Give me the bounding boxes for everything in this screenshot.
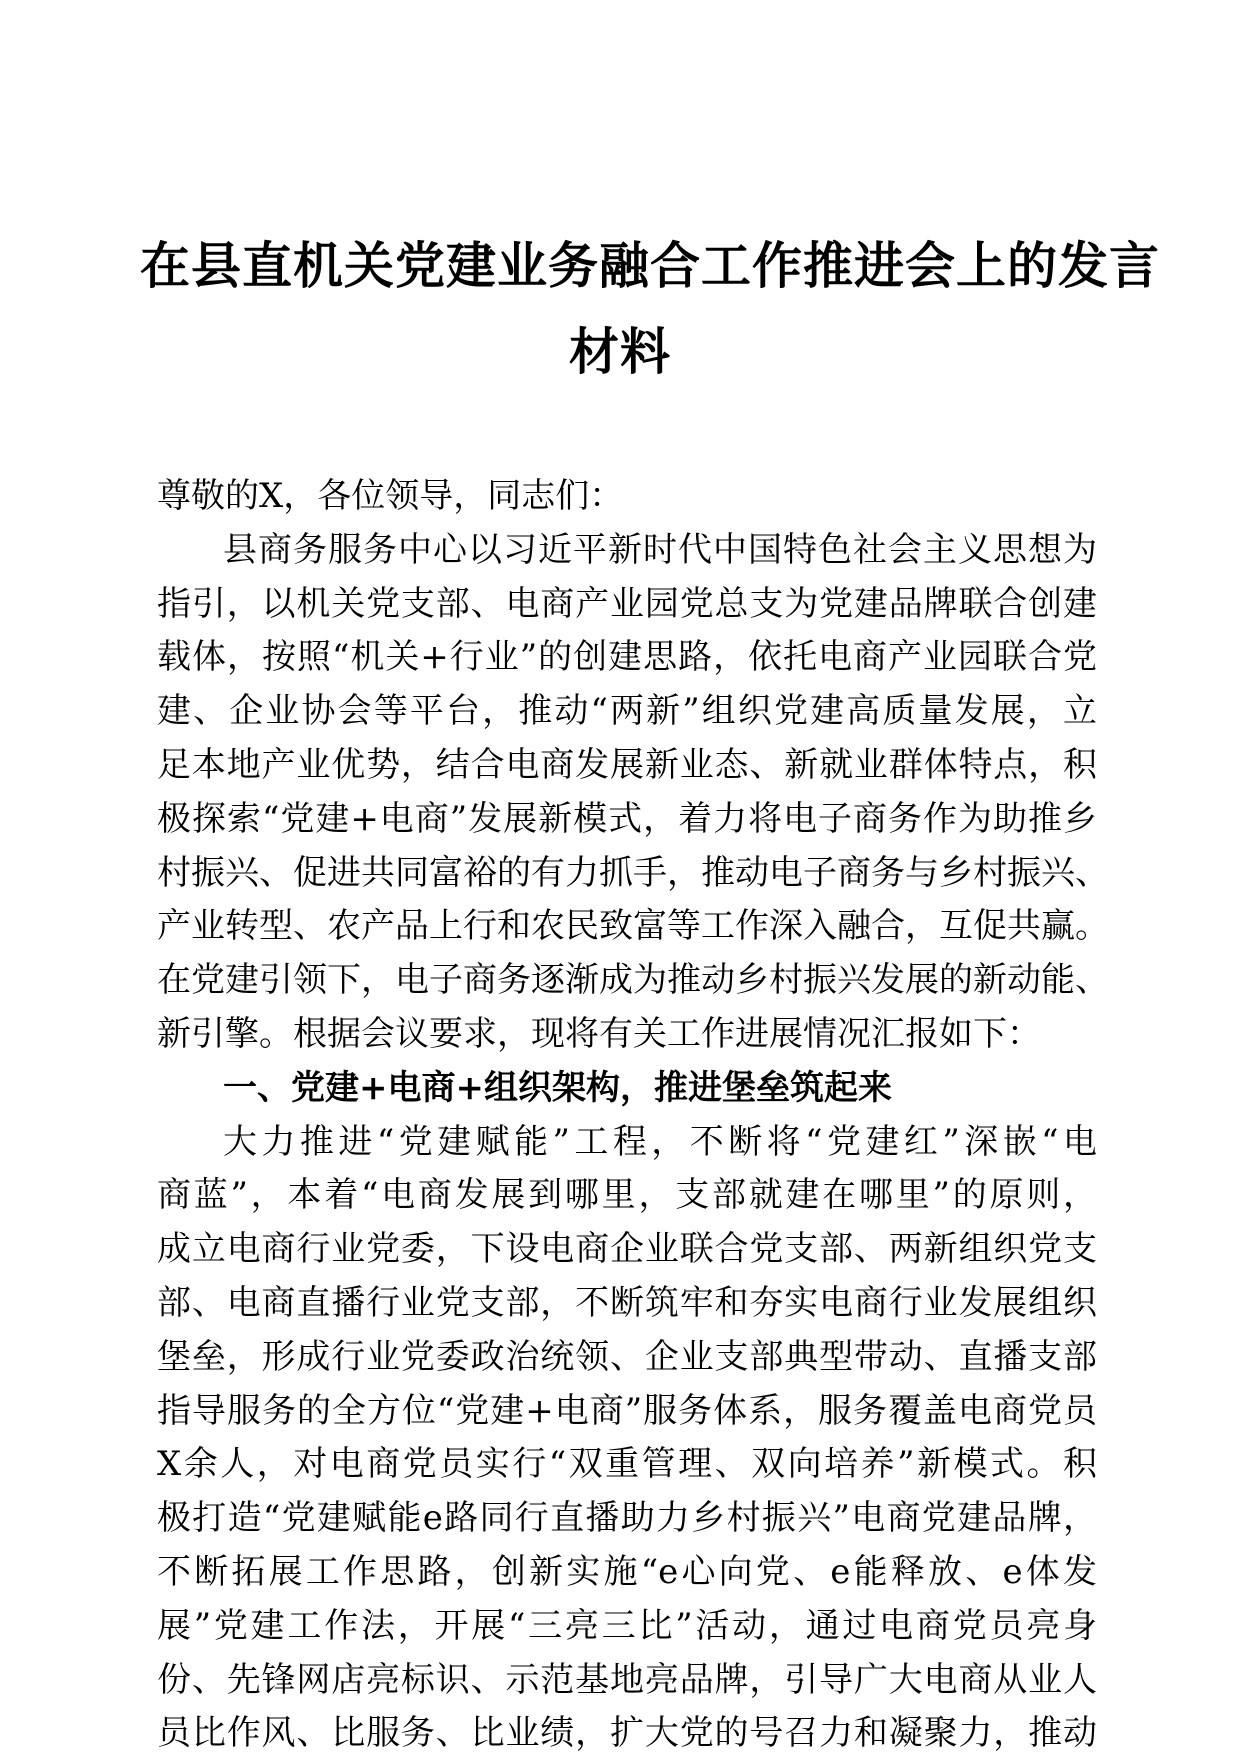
paragraph-2-line: 堡垒，形成行业党委政治统领、企业支部典型带动、直播支部	[157, 1336, 1097, 1377]
paragraph-2-line: 部、电商直播行业党支部，不断筑牢和夯实电商行业发展组织	[157, 1282, 1097, 1323]
paragraph-2-line: 极打造“党建赋能e路同行直播助力乡村振兴”电商党建品牌，	[157, 1498, 1097, 1539]
paragraph-1-line: 县商务服务中心以习近平新时代中国特色社会主义思想为	[223, 529, 1097, 570]
paragraph-2-line: 指导服务的全方位“党建+电商”服务体系，服务覆盖电商党员	[157, 1390, 1097, 1431]
document-body	[157, 470, 1109, 1761]
paragraph-1-line: 新引擎。根据会议要求，现将有关工作进展情况汇报如下：	[157, 1013, 1041, 1054]
paragraph-2-line: 展”党建工作法，开展“三亮三比”活动，通过电商党员亮身	[157, 1605, 1097, 1646]
paragraph-1-line: 指引，以机关党支部、电商产业园党总支为党建品牌联合创建	[157, 583, 1097, 624]
paragraph-1-line: 产业转型、农产品上行和农民致富等工作深入融合，互促共赢。	[157, 906, 1109, 947]
paragraph-1-line: 建、企业协会等平台，推动“两新”组织党建高质量发展，立	[157, 691, 1097, 732]
document-title-line-2: 材料	[569, 322, 671, 381]
salutation: 尊敬的X，各位领导，同志们：	[157, 476, 624, 516]
paragraph-1-line: 极探索“党建+电商”发展新模式，着力将电子商务作为助推乡	[157, 798, 1097, 839]
paragraph-2-line: X余人，对电商党员实行“双重管理、双向培养”新模式。积	[157, 1444, 1097, 1485]
paragraph-2-line: 份、先锋网店亮标识、示范基地亮品牌，引导广大电商从业人	[157, 1659, 1097, 1700]
section-heading-1: 一、党建+电商+组织架构，推进堡垒筑起来	[223, 1067, 892, 1108]
paragraph-2-line: 成立电商行业党委，下设电商企业联合党支部、两新组织党支	[157, 1229, 1097, 1270]
paragraph-2-line: 大力推进“党建赋能”工程，不断将“党建红”深嵌“电	[223, 1121, 1097, 1162]
paragraph-1-line: 在党建引领下，电子商务逐渐成为推动乡村振兴发展的新动能、	[157, 960, 1109, 1001]
paragraph-1-line: 载体，按照“机关+行业”的创建思路，依托电商产业园联合党	[157, 637, 1097, 678]
paragraph-2-line: 员比作风、比服务、比业绩，扩大党的号召力和凝聚力，推动	[157, 1713, 1097, 1754]
paragraph-2-line: 不断拓展工作思路，创新实施“e心向党、e能释放、e体发	[157, 1551, 1097, 1592]
paragraph-1-line: 村振兴、促进共同富裕的有力抓手，推动电子商务与乡村振兴、	[157, 852, 1109, 893]
paragraph-2-line: 商蓝”，本着“电商发展到哪里，支部就建在哪里”的原则，	[157, 1175, 1097, 1216]
document-title-line-1: 在县直机关党建业务融合工作推进会上的发言	[140, 236, 1160, 295]
paragraph-1-line: 足本地产业优势，结合电商发展新业态、新就业群体特点，积	[157, 744, 1097, 785]
